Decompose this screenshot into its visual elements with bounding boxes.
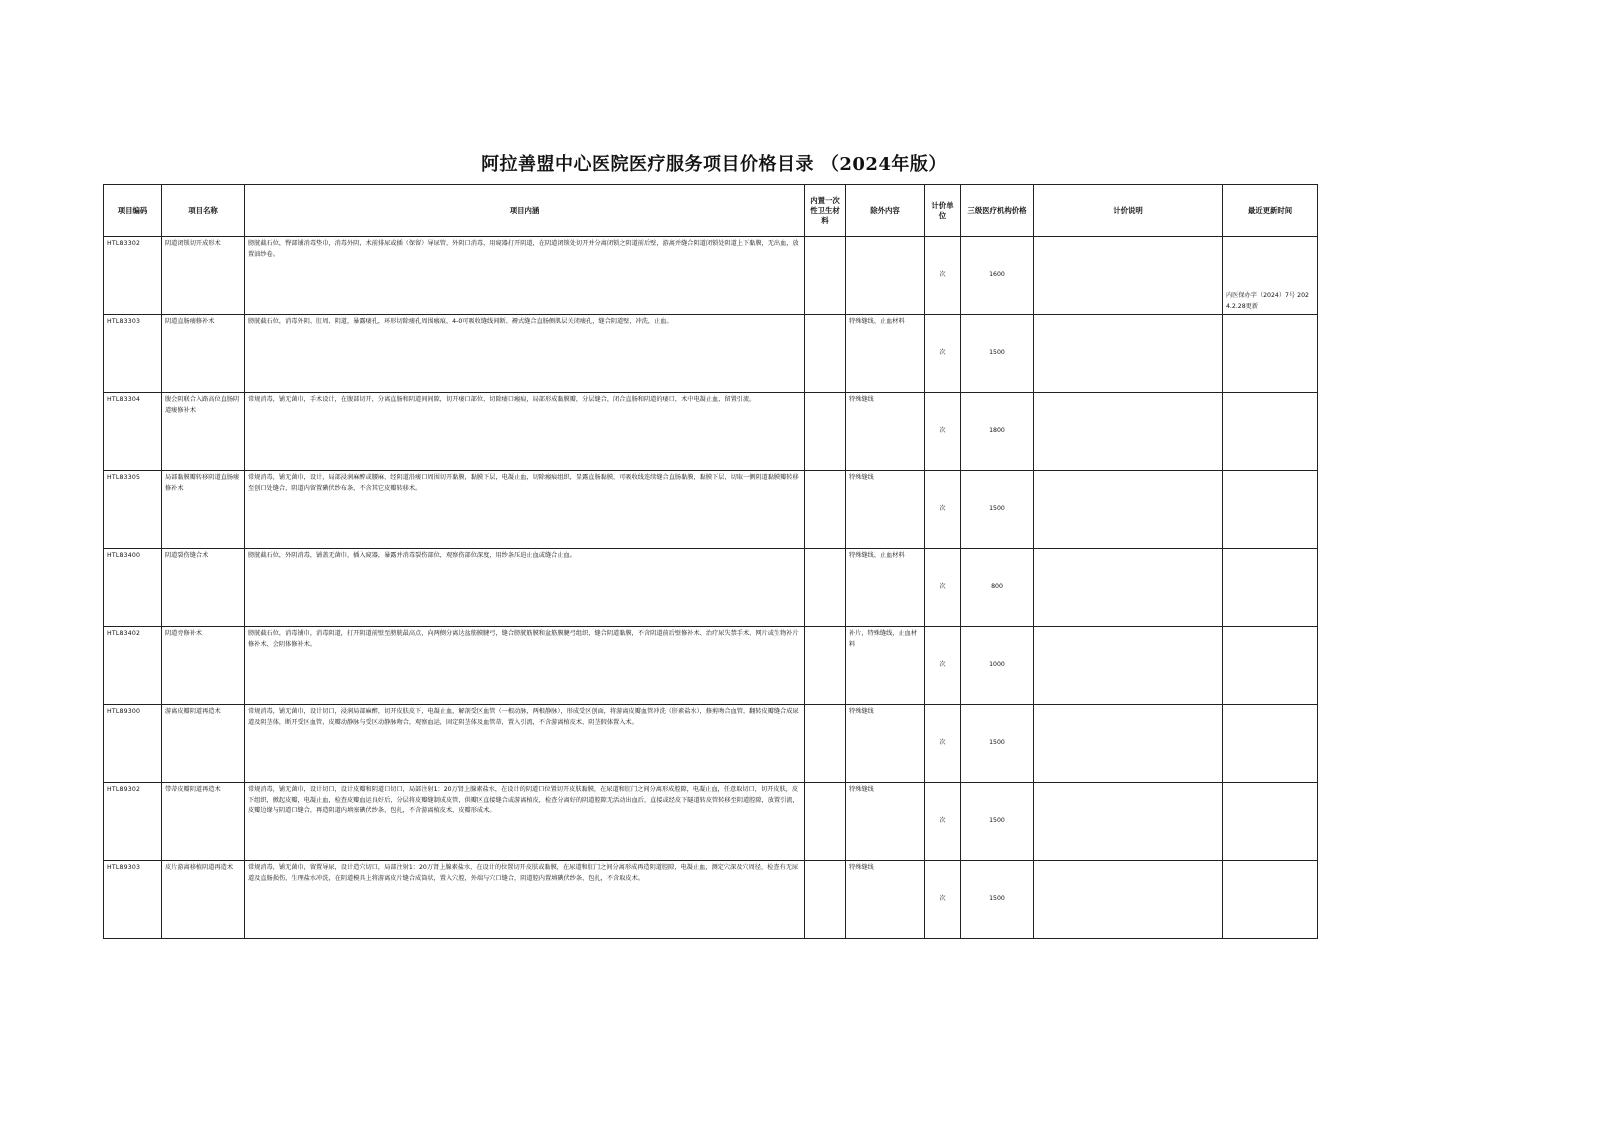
cell-note <box>1034 783 1223 861</box>
col-header-except: 除外内容 <box>846 185 925 237</box>
cell-code: HTL83304 <box>104 393 162 471</box>
cell-content: 常规消毒，铺无菌巾，留置导尿，设计造穴切口，局部注射1：20万肾上腺素盐水，在设计的位置切开皮肤或黏膜，在尿道和肛门之间分离形成再造阴道腔隙，电凝止血，测定穴深及穴周径，检查有无尿道及直肠损伤，生理盐水冲洗，在阴道模具上将游离皮片缝合成筒状，置入穴腔，外端与穴口缝合，阴道腔内置填碘伏纱条，包扎，不含取皮术。 <box>245 861 805 939</box>
cell-updated <box>1223 471 1318 549</box>
cell-name: 阴道裂伤缝合术 <box>162 549 245 627</box>
cell-note <box>1034 705 1223 783</box>
cell-content: 膀胱截石位，消毒铺巾，消毒阴道，打开阴道前壁至膀胱最高点，向两侧分离达盆筋膜腱弓，缝合膀胱筋膜和盆筋膜腱弓组织，缝合阴道黏膜，不含阴道前后壁修补术、治疗尿失禁手术、网片或生物补片修补术、会阴体修补术。 <box>245 627 805 705</box>
cell-except: 特殊缝线 <box>846 393 925 471</box>
cell-name: 皮片游离移植阴道再造术 <box>162 861 245 939</box>
cell-updated <box>1223 705 1318 783</box>
cell-unit: 次 <box>925 783 961 861</box>
cell-note <box>1034 627 1223 705</box>
cell-content: 膀胱截石位，臀部铺消毒垫巾，消毒外阴，术前排尿或插（保留）导尿管，外阴口消毒，用窥器打开阴道，在阴道闭锁处切开并分离闭锁之阴道前后壁，游离并缝合阴道闭锁处阴道上下黏膜，无出血，放置油纱卷。 <box>245 237 805 315</box>
col-header-name: 项目名称 <box>162 185 245 237</box>
cell-updated <box>1223 393 1318 471</box>
cell-except <box>846 237 925 315</box>
cell-content: 常规消毒，铺无菌巾，设计，局部浸润麻醉或腰麻，经阴道沿瘘口周围切开黏膜，黏膜下层，电凝止血，切除瘢痕组织，显露直肠黏膜，可吸收线连续缝合直肠黏膜，黏膜下层，切取一侧阴道黏膜瓣转移至创口处缝合，阴道内留置碘伏纱布条，不含其它皮瓣转移术。 <box>245 471 805 549</box>
cell-material <box>805 861 846 939</box>
col-header-unit: 计价单位 <box>925 185 961 237</box>
cell-updated: 内医保办字（2024）7号 2024.2.28更新 <box>1223 237 1318 315</box>
cell-price: 1500 <box>961 705 1034 783</box>
cell-price: 1500 <box>961 471 1034 549</box>
cell-content: 常规消毒，铺无菌巾，手术设计，在腹部切开，分离直肠和阴道间间隙，切开瘘口部位，切除瘘口瘢痕，局部形成黏膜瓣，分层缝合，闭合直肠和阴道的瘘口，术中电凝止血，留置引流。 <box>245 393 805 471</box>
cell-unit: 次 <box>925 549 961 627</box>
cell-material <box>805 705 846 783</box>
cell-code: HTL89303 <box>104 861 162 939</box>
col-header-code: 项目编码 <box>104 185 162 237</box>
cell-except: 补片，特殊缝线，止血材料 <box>846 627 925 705</box>
cell-code: HTL83400 <box>104 549 162 627</box>
cell-material <box>805 237 846 315</box>
cell-unit: 次 <box>925 315 961 393</box>
cell-material <box>805 393 846 471</box>
cell-code: HTL89302 <box>104 783 162 861</box>
cell-material <box>805 627 846 705</box>
table-row <box>104 315 1318 393</box>
cell-code: HTL83302 <box>104 237 162 315</box>
cell-unit: 次 <box>925 237 961 315</box>
cell-name: 阴道旁修补术 <box>162 627 245 705</box>
cell-except: 特殊缝线 <box>846 705 925 783</box>
cell-unit: 次 <box>925 471 961 549</box>
cell-note <box>1034 237 1223 315</box>
cell-name: 游离皮瓣阴道再造术 <box>162 705 245 783</box>
cell-material <box>805 471 846 549</box>
cell-updated <box>1223 861 1318 939</box>
cell-name: 阴道闭锁切开成形术 <box>162 237 245 315</box>
price-table <box>103 184 1318 939</box>
cell-price: 1800 <box>961 393 1034 471</box>
cell-note <box>1034 315 1223 393</box>
table-row <box>104 705 1318 783</box>
cell-note <box>1034 549 1223 627</box>
cell-content: 常规消毒，铺无菌巾，设计切口，浸润局部麻醉，切开皮肤皮下，电凝止血，解剖受区血管（一根动脉，两根静脉），形成受区创面，将游离皮瓣血管冲洗（肝素盐水），修剪吻合血管，翻转皮瓣缝合成尿道及阴茎体，断开受区血管，皮瓣动静脉与受区动静脉吻合，观察血运，固定阴茎体及血管蒂，置入引流，不含游离植皮术、阴茎假体置入术。 <box>245 705 805 783</box>
cell-content: 膀胱截石位，外阴消毒，铺盖无菌巾，插入窥器，暴露并消毒裂伤部位，观察伤部位深度，用纱条压迫止血或缝合止血。 <box>245 549 805 627</box>
cell-updated <box>1223 549 1318 627</box>
cell-updated <box>1223 627 1318 705</box>
table-row <box>104 783 1318 861</box>
cell-price: 1500 <box>961 861 1034 939</box>
cell-except: 特殊缝线 <box>846 861 925 939</box>
cell-price: 1500 <box>961 783 1034 861</box>
cell-unit: 次 <box>925 393 961 471</box>
cell-price: 1500 <box>961 315 1034 393</box>
cell-updated <box>1223 783 1318 861</box>
cell-material <box>805 315 846 393</box>
cell-except: 特殊缝线、止血材料 <box>846 315 925 393</box>
cell-price: 800 <box>961 549 1034 627</box>
page-title: 阿拉善盟中心医院医疗服务项目价格目录 （2024年版） <box>481 154 947 175</box>
table-row <box>104 861 1318 939</box>
col-header-content: 项目内涵 <box>245 185 805 237</box>
cell-name: 阴道直肠瘘修补术 <box>162 315 245 393</box>
col-header-price: 三级医疗机构价格 <box>961 185 1034 237</box>
cell-note <box>1034 393 1223 471</box>
cell-note <box>1034 471 1223 549</box>
table-row <box>104 549 1318 627</box>
cell-unit: 次 <box>925 627 961 705</box>
cell-except: 特殊缝线、止血材料 <box>846 549 925 627</box>
cell-material <box>805 783 846 861</box>
cell-code: HTL83305 <box>104 471 162 549</box>
cell-unit: 次 <box>925 705 961 783</box>
cell-updated <box>1223 315 1318 393</box>
cell-name: 带蒂皮瓣阴道再造术 <box>162 783 245 861</box>
cell-content: 常规消毒，铺无菌巾，设计切口，设计皮瓣和阴道口切口，局部注射1：20万肾上腺素盐水，在设计的阴道口位置切开皮肤黏膜，在尿道和肛门之间分离形成腔隙，电凝止血，任意取切口，切开皮肤，皮下组织，掀起皮瓣，电凝止血，检查皮瓣血运良好后，分层将皮瓣缝制成皮管，供瓣区直接缝合或游离植皮，检查分离好的阴道腔隙无活动出血后，直接或经皮下隧道转皮管转移至阴道腔隙，放置引流，皮瓣边缘与阴道口缝合，再造阴道内填塞碘伏纱条，包扎，不含游离植皮术、皮瓣形成术。 <box>245 783 805 861</box>
cell-content: 膀胱截石位，消毒外阴、肛周、阴道，暴露瘘孔，环形切除瘘孔周围瘢痕，4-0可吸收缝线间断、褥式缝合直肠侧肌层关闭瘘孔，缝合阴道壁，冲洗，止血。 <box>245 315 805 393</box>
cell-code: HTL89300 <box>104 705 162 783</box>
table-row <box>104 627 1318 705</box>
cell-price: 1000 <box>961 627 1034 705</box>
cell-except: 特殊缝线 <box>846 471 925 549</box>
cell-note <box>1034 861 1223 939</box>
table-row <box>104 471 1318 549</box>
table-row <box>104 237 1318 315</box>
cell-material <box>805 549 846 627</box>
cell-code: HTL83303 <box>104 315 162 393</box>
col-header-material: 内置一次性卫生材料 <box>805 185 846 237</box>
table-header-row <box>104 185 1318 237</box>
cell-code: HTL83402 <box>104 627 162 705</box>
cell-except: 特殊缝线 <box>846 783 925 861</box>
cell-name: 腹会阴联合入路高位直肠阴道瘘修补术 <box>162 393 245 471</box>
cell-unit: 次 <box>925 861 961 939</box>
cell-name: 局部黏膜瓣转移阴道直肠瘘修补术 <box>162 471 245 549</box>
cell-price: 1600 <box>961 237 1034 315</box>
col-header-updated: 最近更新时间 <box>1223 185 1318 237</box>
col-header-note: 计价说明 <box>1034 185 1223 237</box>
table-row <box>104 393 1318 471</box>
